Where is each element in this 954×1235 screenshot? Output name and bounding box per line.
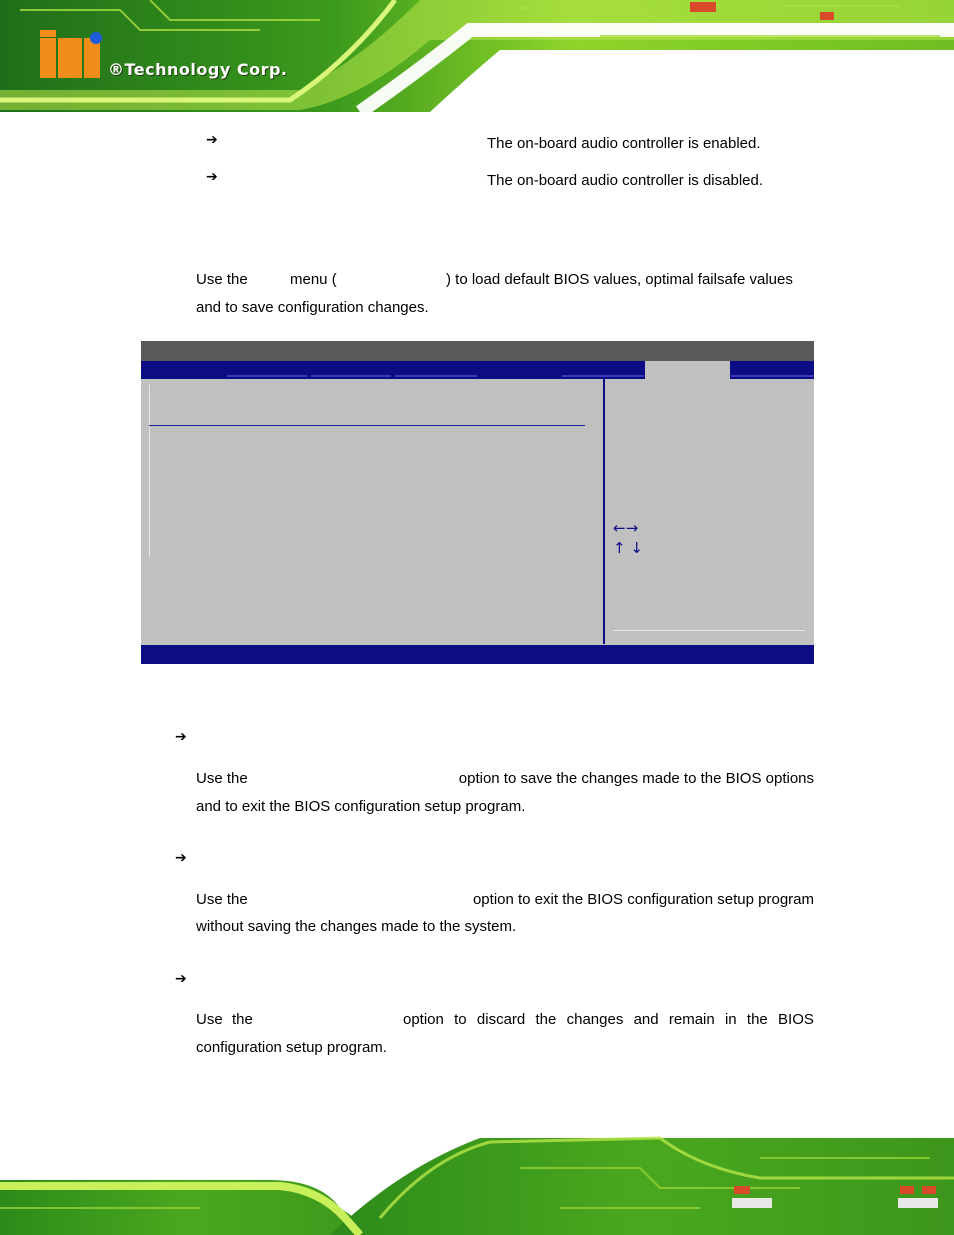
bios-tab-exit-active[interactable] [645, 361, 730, 379]
audio-disabled-description: The on-board audio controller is disabled. [487, 172, 763, 189]
bios-tab-underline [731, 375, 814, 377]
intro-text-part2: menu ( [290, 271, 337, 288]
footer-banner [0, 1128, 954, 1235]
discard-text-word: BIOS [778, 1011, 814, 1028]
bios-tab-underline [311, 375, 391, 377]
discard-text-word: to [454, 1011, 467, 1028]
discard-exit-text-part2: option to exit the BIOS configuration setup program [472, 891, 814, 908]
save-exit-text-part2: option to save the changes made to the BIOS options [458, 770, 814, 787]
save-exit-text-line2: and to exit the BIOS configuration setup program. [196, 798, 526, 815]
bios-tab-underline [227, 375, 307, 377]
save-exit-text-part1: Use the [196, 770, 248, 787]
discard-exit-text-part1: Use the [196, 891, 248, 908]
discard-text-word: changes [566, 1011, 624, 1028]
intro-text-part1: Use the [196, 271, 248, 288]
header-banner [0, 0, 954, 112]
bullet-arrow-icon: ➔ [175, 850, 187, 866]
bios-separator-line [149, 425, 585, 426]
bullet-arrow-icon: ➔ [206, 132, 218, 148]
discard-text-word: in [724, 1011, 737, 1028]
up-down-arrow-icon: ↑ ↓ [613, 539, 643, 557]
discard-text-word: option [403, 1011, 444, 1028]
bios-panel-divider [603, 379, 605, 644]
discard-text-remainder [403, 1006, 814, 1034]
discard-text-word-2: the [232, 1011, 253, 1028]
bios-status-bar [141, 645, 814, 664]
circuit-board-footer [0, 1128, 954, 1235]
bullet-arrow-icon: ➔ [175, 971, 187, 987]
bios-exit-menu-screen [141, 341, 814, 664]
bios-left-border [149, 385, 150, 557]
discard-text-word: remain [668, 1011, 715, 1028]
discard-text-word: the [535, 1011, 557, 1028]
bios-title-bar [141, 341, 814, 361]
bios-help-separator [613, 630, 805, 631]
brand-name: ®Technology Corp. [108, 60, 288, 79]
discard-text-word: and [633, 1011, 659, 1028]
discard-text-word: discard [476, 1011, 526, 1028]
bullet-arrow-icon: ➔ [175, 729, 187, 745]
discard-text-word-1: Use [196, 1011, 223, 1028]
intro-text-part3: ) to load default BIOS values, optimal failsafe values [446, 271, 793, 288]
discard-exit-text-line2: without saving the changes made to the system. [196, 918, 517, 935]
circuit-board-banner [0, 0, 954, 112]
bios-tab-underline [562, 375, 644, 377]
audio-enabled-description: The on-board audio controller is enabled. [487, 135, 761, 152]
discard-text-line2: configuration setup program. [196, 1039, 387, 1056]
bullet-arrow-icon: ➔ [206, 169, 218, 185]
bios-tab-underline [395, 375, 477, 377]
discard-text-word: the [746, 1011, 768, 1028]
intro-text-line2: and to save configuration changes. [196, 299, 429, 316]
left-right-arrow-icon: ←→ [613, 519, 639, 537]
